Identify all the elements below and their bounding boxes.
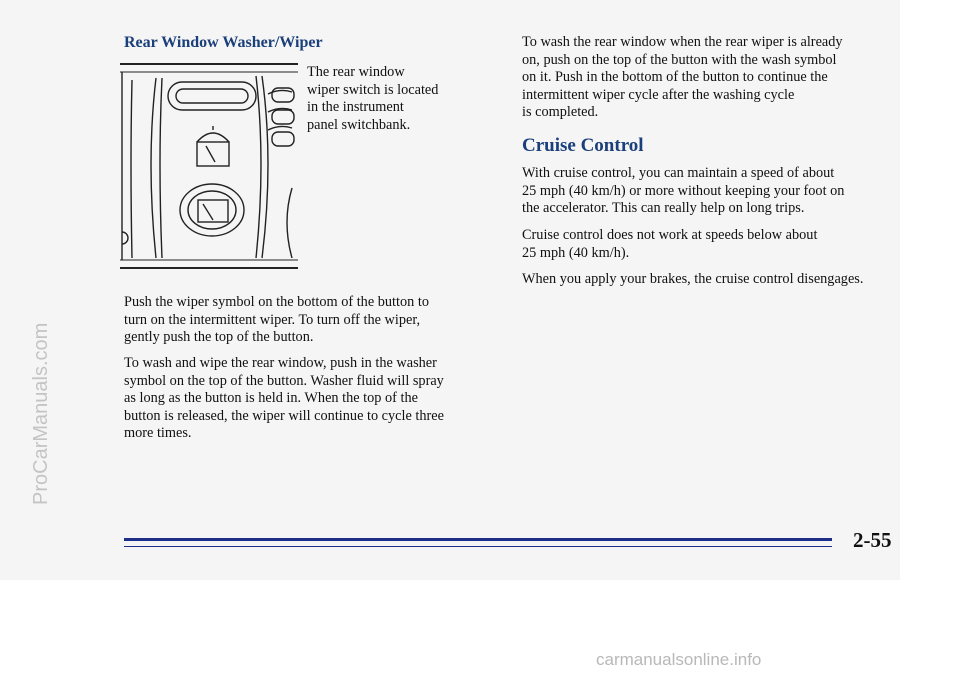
paragraph-cruise-brakes: When you apply your brakes, the cruise control disengages. (522, 271, 864, 287)
paragraph-push-wiper: Push the wiper symbol on the bottom of the button to turn on the intermittent wiper. To turn off the wiper, gently push the top of the button. (124, 294, 429, 345)
rear-washer-wiper-heading: Rear Window Washer/Wiper (124, 34, 323, 51)
paragraph-cruise-low-speed: Cruise control does not work at speeds below about 25 mph (40 km/h). (522, 227, 818, 261)
footer-rule (124, 538, 832, 541)
cruise-control-heading: Cruise Control (522, 135, 644, 156)
paragraph-wash-while-running: To wash the rear window when the rear wiper is already on, push on the top of the button with the wash symbol on it. Push in the bottom of the button to continue the intermittent wiper cycle after the washing cycle is completed. (522, 34, 843, 120)
wiper-switch-illustration (120, 62, 298, 272)
paragraph-cruise-speed: With cruise control, you can maintain a speed of about 25 mph (40 km/h) or more without keeping your foot on the accelerator. This can really help on long trips. (522, 165, 845, 216)
illustration-caption: The rear window wiper switch is located in the instrument panel switchbank. (307, 64, 439, 133)
side-watermark: ProCarManuals.com (30, 322, 52, 505)
bottom-watermark: carmanualsonline.info (596, 650, 762, 669)
footer-rule-thin (124, 546, 832, 547)
paragraph-wash-and-wipe: To wash and wipe the rear window, push in the washer symbol on the top of the button. Washer fluid will spray as long as the button is held in. When the top of the button is released, the wiper will continue to cycle three more times. (124, 355, 444, 441)
page-number: 2-55 (853, 528, 892, 552)
